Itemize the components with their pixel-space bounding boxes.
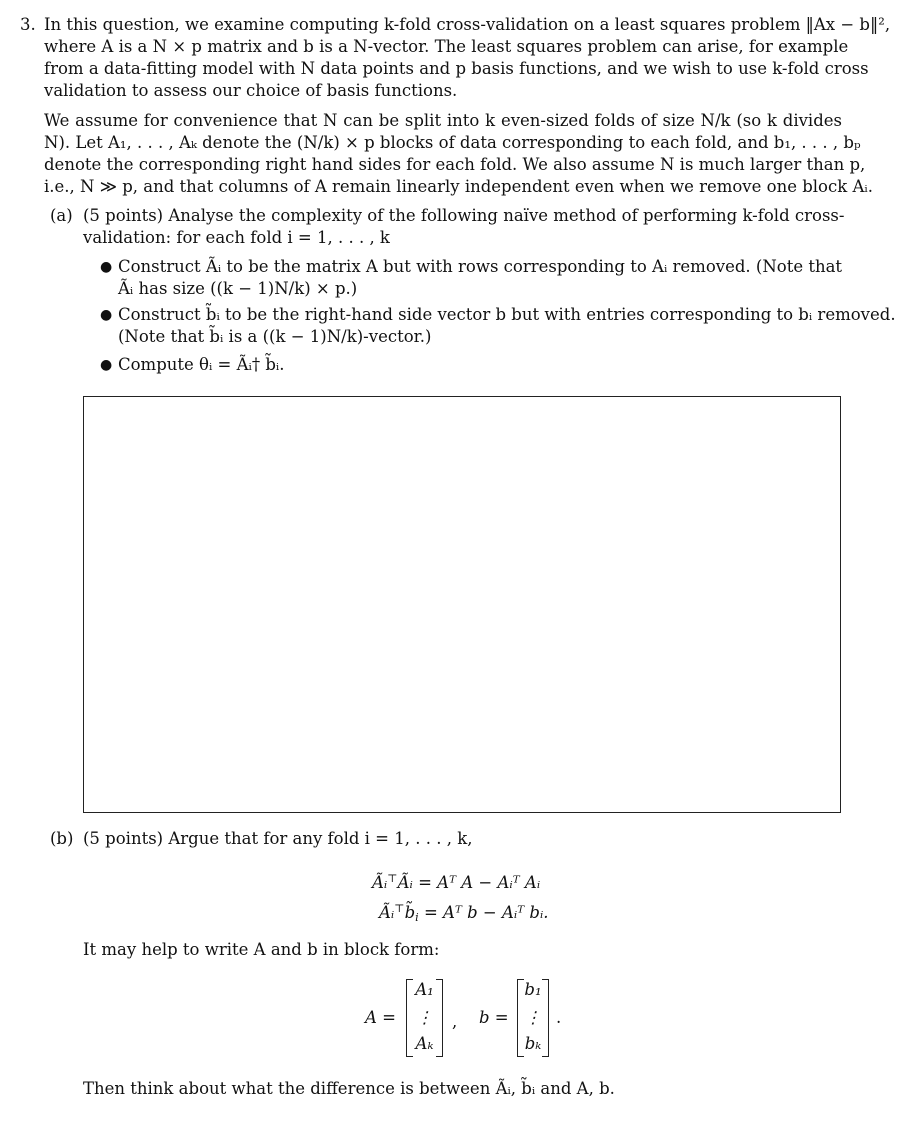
- intro-line-3: from a data-fitting model with N data points and p basis functions, and we wish to use k-fold cross: [44, 59, 869, 78]
- matrix-period: .: [556, 1008, 562, 1027]
- intro-line-1: In this question, we examine computing k-fold cross-validation on a least squares problem ‖Ax − b‖²,: [44, 15, 891, 34]
- matrix-a-label: A =: [365, 1008, 396, 1027]
- eq2-lhs: Ãᵢ: [379, 903, 395, 922]
- bullet-1-line-1: Construct Ãᵢ to be the matrix A but with rows corresponding to Aᵢ removed. (Note that: [118, 257, 843, 276]
- part-a-line-2: validation: for each fold i = 1, . . . , k: [83, 228, 390, 247]
- matrix-comma: ,: [452, 1012, 458, 1031]
- bullet-1-dot: ●: [100, 259, 113, 275]
- closing-line: Then think about what the difference is between Ãᵢ, b̃ᵢ and A, b.: [83, 1079, 615, 1098]
- bullet-2-dot: ●: [100, 307, 113, 323]
- matrix-a-entry-1: A₁: [415, 980, 434, 999]
- assumption-line-3: denote the corresponding right hand sides for each fold. We also assume N is much larger than p,: [44, 155, 866, 174]
- eq1-rhs: = Aᵀ A − Aᵢᵀ Aᵢ: [418, 873, 541, 892]
- bullet-3-dot: ●: [100, 357, 113, 373]
- intro-line-2: where A is a N × p matrix and b is a N-vector. The least squares problem can arise, for example: [44, 37, 849, 56]
- question-number: 3.: [20, 15, 36, 34]
- eq1-lhs: Ãᵢ: [372, 873, 388, 892]
- bullet-2-line-1: Construct b̃ᵢ to be the right-hand side vector b but with entries corresponding to bᵢ removed.: [118, 305, 896, 324]
- block-form-hint: It may help to write A and b in block form:: [83, 940, 440, 959]
- matrix-a-entry-3: Aₖ: [415, 1034, 434, 1053]
- answer-box[interactable]: [83, 396, 841, 813]
- part-b-label: (b): [50, 829, 74, 848]
- part-a-line-1: (5 points) Analyse the complexity of the following naïve method of performing k-fold cross-: [83, 206, 845, 225]
- equation-1: Ãᵢ⊤Ãᵢ = Aᵀ A − Aᵢᵀ Aᵢ: [372, 872, 541, 892]
- matrix-b-entry-2: ⋮: [524, 1008, 542, 1027]
- bullet-3-line-1: Compute θᵢ = Ãᵢ† b̃ᵢ.: [118, 355, 285, 374]
- equation-2: $Ãᵢ^⊤b̃_i$ = Aᵀ b − Aᵢᵀ bᵢ.: [379, 902, 549, 924]
- matrix-a: [406, 979, 443, 1057]
- assumption-line-4: i.e., N ≫ p, and that columns of A remain linearly independent even when we remove one block Aᵢ.: [44, 177, 873, 196]
- matrix-b-label: b =: [479, 1008, 509, 1027]
- bullet-2-line-2: (Note that b̃ᵢ is a ((k − 1)N/k)-vector.): [118, 327, 432, 346]
- assumption-line-2: N). Let A₁, . . . , Aₖ denote the (N/k) × p blocks of data corresponding to each fold, and b₁, . . . , bₚ: [44, 133, 861, 152]
- matrix-b-entry-1: b₁: [524, 980, 542, 999]
- matrix-b: [517, 979, 549, 1057]
- eq2-rhs: = Aᵀ b − Aᵢᵀ bᵢ.: [423, 903, 549, 922]
- bullet-1-line-2: Ãᵢ has size ((k − 1)N/k) × p.): [118, 279, 358, 298]
- eq1-lhs-2: Ãᵢ: [397, 873, 413, 892]
- matrix-b-entry-3: bₖ: [524, 1034, 542, 1053]
- intro-line-4: validation to assess our choice of basis functions.: [44, 81, 458, 100]
- part-a-label: (a): [50, 206, 73, 225]
- assumption-line-1: We assume for convenience that N can be split into k even-sized folds of size N/k (so k divides: [44, 111, 842, 130]
- matrix-a-entry-2: ⋮: [416, 1008, 433, 1027]
- part-b-line: (5 points) Argue that for any fold i = 1, . . . , k,: [83, 829, 473, 848]
